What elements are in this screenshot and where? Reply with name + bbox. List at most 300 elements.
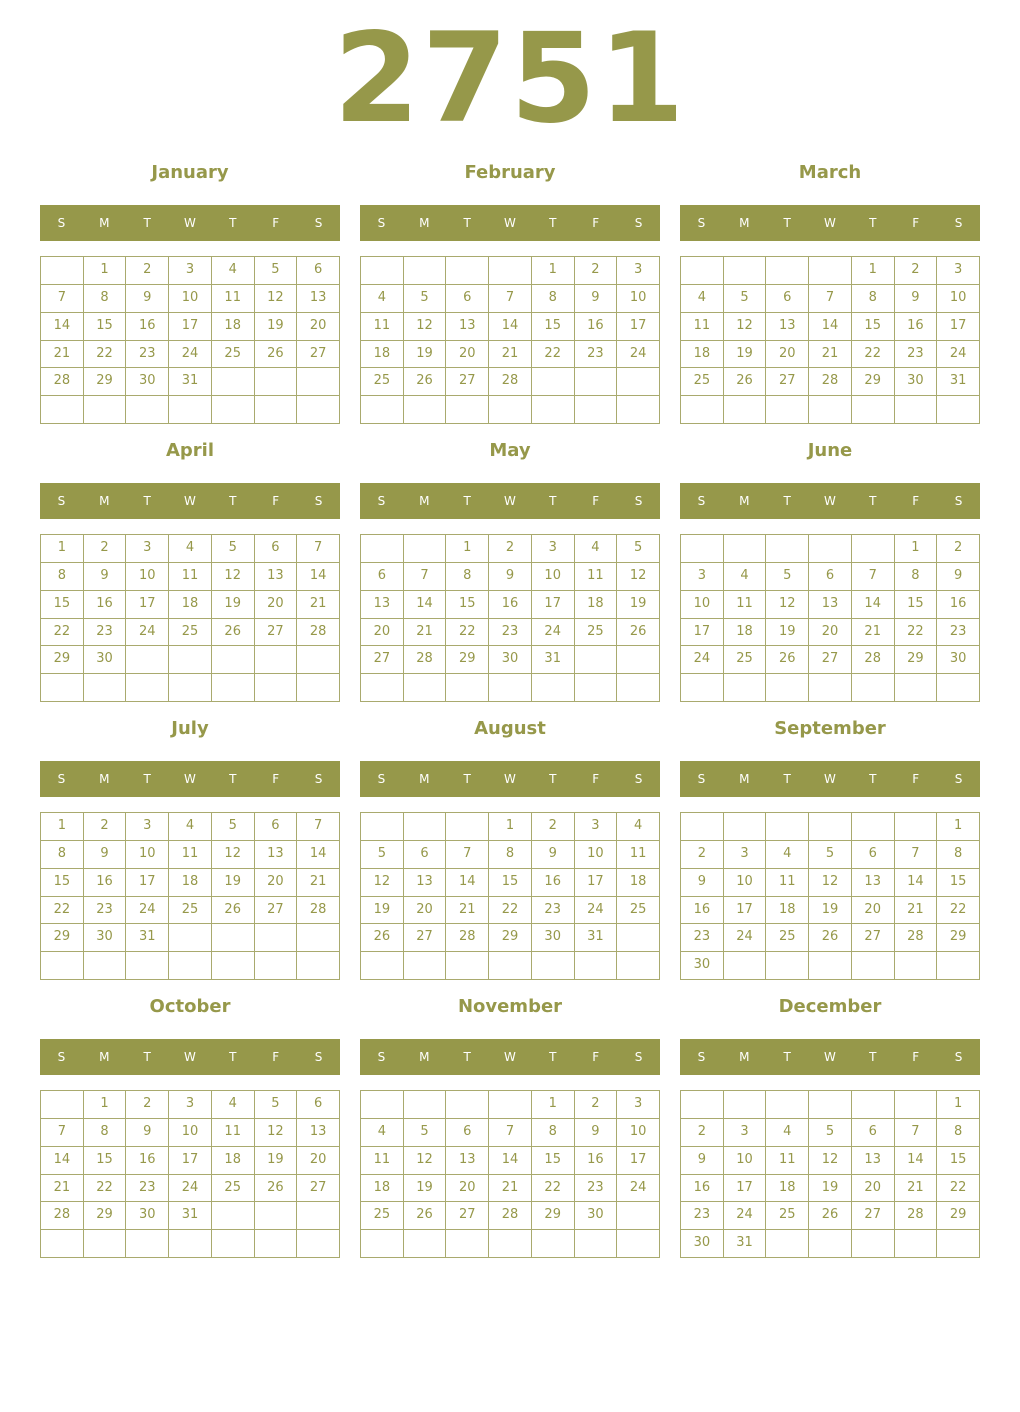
day-cell[interactable]: 7	[895, 1119, 938, 1147]
day-cell[interactable]: 15	[895, 591, 938, 619]
day-cell[interactable]: 21	[489, 1175, 532, 1203]
day-cell[interactable]: 2	[895, 257, 938, 285]
day-cell[interactable]: 2	[126, 257, 169, 285]
day-cell[interactable]: 12	[766, 591, 809, 619]
day-cell[interactable]: 23	[681, 924, 724, 952]
day-cell[interactable]: 1	[84, 257, 127, 285]
day-cell[interactable]: 30	[681, 1230, 724, 1258]
day-cell[interactable]: 10	[681, 591, 724, 619]
day-cell[interactable]: 29	[41, 646, 84, 674]
day-cell[interactable]: 14	[297, 563, 340, 591]
day-cell[interactable]: 6	[766, 285, 809, 313]
day-cell[interactable]: 27	[297, 1175, 340, 1203]
day-cell[interactable]: 6	[446, 285, 489, 313]
day-cell[interactable]: 22	[937, 1175, 980, 1203]
day-cell[interactable]: 8	[532, 1119, 575, 1147]
day-cell[interactable]: 4	[724, 563, 767, 591]
day-cell[interactable]: 25	[169, 619, 212, 647]
day-cell[interactable]: 25	[361, 368, 404, 396]
day-cell[interactable]: 27	[852, 1202, 895, 1230]
day-cell[interactable]: 25	[724, 646, 767, 674]
day-cell[interactable]: 2	[681, 841, 724, 869]
day-cell[interactable]: 28	[489, 1202, 532, 1230]
day-cell[interactable]: 8	[532, 285, 575, 313]
day-cell[interactable]: 14	[809, 313, 852, 341]
day-cell[interactable]: 23	[575, 1175, 618, 1203]
day-cell[interactable]: 16	[895, 313, 938, 341]
day-cell[interactable]: 17	[724, 1175, 767, 1203]
day-cell[interactable]: 6	[255, 535, 298, 563]
day-cell[interactable]: 13	[255, 841, 298, 869]
day-cell[interactable]: 25	[212, 341, 255, 369]
day-cell[interactable]: 30	[489, 646, 532, 674]
day-cell[interactable]: 3	[724, 1119, 767, 1147]
day-cell[interactable]: 13	[766, 313, 809, 341]
day-cell[interactable]: 27	[809, 646, 852, 674]
day-cell[interactable]: 25	[681, 368, 724, 396]
day-cell[interactable]: 8	[489, 841, 532, 869]
day-cell[interactable]: 24	[617, 1175, 660, 1203]
day-cell[interactable]: 29	[489, 924, 532, 952]
day-cell[interactable]: 4	[575, 535, 618, 563]
day-cell[interactable]: 23	[895, 341, 938, 369]
day-cell[interactable]: 17	[169, 313, 212, 341]
day-cell[interactable]: 24	[169, 1175, 212, 1203]
day-cell[interactable]: 21	[297, 869, 340, 897]
day-cell[interactable]: 14	[489, 1147, 532, 1175]
day-cell[interactable]: 8	[852, 285, 895, 313]
day-cell[interactable]: 18	[575, 591, 618, 619]
day-cell[interactable]: 6	[446, 1119, 489, 1147]
day-cell[interactable]: 24	[724, 924, 767, 952]
day-cell[interactable]: 23	[84, 619, 127, 647]
day-cell[interactable]: 16	[681, 1175, 724, 1203]
day-cell[interactable]: 24	[169, 341, 212, 369]
day-cell[interactable]: 7	[446, 841, 489, 869]
day-cell[interactable]: 21	[895, 897, 938, 925]
day-cell[interactable]: 17	[617, 313, 660, 341]
day-cell[interactable]: 8	[895, 563, 938, 591]
day-cell[interactable]: 3	[617, 1091, 660, 1119]
day-cell[interactable]: 5	[255, 1091, 298, 1119]
day-cell[interactable]: 29	[84, 1202, 127, 1230]
day-cell[interactable]: 26	[255, 341, 298, 369]
day-cell[interactable]: 12	[809, 869, 852, 897]
day-cell[interactable]: 20	[446, 1175, 489, 1203]
day-cell[interactable]: 7	[41, 1119, 84, 1147]
day-cell[interactable]: 20	[404, 897, 447, 925]
day-cell[interactable]: 11	[212, 285, 255, 313]
day-cell[interactable]: 26	[212, 897, 255, 925]
day-cell[interactable]: 12	[404, 1147, 447, 1175]
day-cell[interactable]: 22	[937, 897, 980, 925]
day-cell[interactable]: 13	[404, 869, 447, 897]
day-cell[interactable]: 19	[809, 1175, 852, 1203]
day-cell[interactable]: 14	[895, 1147, 938, 1175]
day-cell[interactable]: 3	[126, 813, 169, 841]
day-cell[interactable]: 15	[937, 1147, 980, 1175]
day-cell[interactable]: 23	[489, 619, 532, 647]
day-cell[interactable]: 14	[489, 313, 532, 341]
day-cell[interactable]: 17	[937, 313, 980, 341]
day-cell[interactable]: 15	[41, 869, 84, 897]
day-cell[interactable]: 4	[212, 257, 255, 285]
day-cell[interactable]: 2	[575, 257, 618, 285]
day-cell[interactable]: 15	[41, 591, 84, 619]
day-cell[interactable]: 6	[852, 1119, 895, 1147]
day-cell[interactable]: 9	[575, 1119, 618, 1147]
day-cell[interactable]: 6	[404, 841, 447, 869]
day-cell[interactable]: 7	[489, 1119, 532, 1147]
day-cell[interactable]: 12	[255, 285, 298, 313]
day-cell[interactable]: 22	[532, 1175, 575, 1203]
day-cell[interactable]: 6	[297, 1091, 340, 1119]
day-cell[interactable]: 9	[489, 563, 532, 591]
day-cell[interactable]: 19	[809, 897, 852, 925]
day-cell[interactable]: 11	[617, 841, 660, 869]
day-cell[interactable]: 17	[532, 591, 575, 619]
day-cell[interactable]: 18	[169, 869, 212, 897]
day-cell[interactable]: 5	[809, 841, 852, 869]
day-cell[interactable]: 18	[212, 313, 255, 341]
day-cell[interactable]: 10	[575, 841, 618, 869]
day-cell[interactable]: 20	[446, 341, 489, 369]
day-cell[interactable]: 4	[361, 285, 404, 313]
day-cell[interactable]: 16	[489, 591, 532, 619]
day-cell[interactable]: 16	[937, 591, 980, 619]
day-cell[interactable]: 28	[297, 897, 340, 925]
day-cell[interactable]: 23	[126, 341, 169, 369]
day-cell[interactable]: 18	[766, 1175, 809, 1203]
day-cell[interactable]: 27	[255, 897, 298, 925]
day-cell[interactable]: 6	[361, 563, 404, 591]
day-cell[interactable]: 3	[532, 535, 575, 563]
day-cell[interactable]: 22	[41, 897, 84, 925]
day-cell[interactable]: 31	[575, 924, 618, 952]
day-cell[interactable]: 11	[681, 313, 724, 341]
day-cell[interactable]: 15	[937, 869, 980, 897]
day-cell[interactable]: 16	[532, 869, 575, 897]
day-cell[interactable]: 1	[41, 535, 84, 563]
day-cell[interactable]: 20	[297, 313, 340, 341]
day-cell[interactable]: 4	[212, 1091, 255, 1119]
day-cell[interactable]: 15	[489, 869, 532, 897]
day-cell[interactable]: 6	[297, 257, 340, 285]
day-cell[interactable]: 3	[617, 257, 660, 285]
day-cell[interactable]: 27	[255, 619, 298, 647]
day-cell[interactable]: 12	[255, 1119, 298, 1147]
day-cell[interactable]: 15	[532, 1147, 575, 1175]
day-cell[interactable]: 16	[84, 869, 127, 897]
day-cell[interactable]: 2	[575, 1091, 618, 1119]
day-cell[interactable]: 30	[681, 952, 724, 980]
day-cell[interactable]: 1	[84, 1091, 127, 1119]
day-cell[interactable]: 6	[809, 563, 852, 591]
day-cell[interactable]: 9	[681, 869, 724, 897]
day-cell[interactable]: 1	[489, 813, 532, 841]
day-cell[interactable]: 31	[532, 646, 575, 674]
day-cell[interactable]: 13	[297, 1119, 340, 1147]
day-cell[interactable]: 4	[766, 841, 809, 869]
day-cell[interactable]: 28	[404, 646, 447, 674]
day-cell[interactable]: 31	[126, 924, 169, 952]
day-cell[interactable]: 28	[809, 368, 852, 396]
day-cell[interactable]: 9	[937, 563, 980, 591]
day-cell[interactable]: 16	[575, 313, 618, 341]
day-cell[interactable]: 12	[404, 313, 447, 341]
day-cell[interactable]: 13	[446, 313, 489, 341]
day-cell[interactable]: 28	[297, 619, 340, 647]
day-cell[interactable]: 25	[212, 1175, 255, 1203]
day-cell[interactable]: 10	[169, 285, 212, 313]
day-cell[interactable]: 23	[937, 619, 980, 647]
day-cell[interactable]: 8	[41, 563, 84, 591]
day-cell[interactable]: 11	[361, 1147, 404, 1175]
day-cell[interactable]: 13	[255, 563, 298, 591]
day-cell[interactable]: 26	[361, 924, 404, 952]
day-cell[interactable]: 30	[532, 924, 575, 952]
day-cell[interactable]: 10	[617, 1119, 660, 1147]
day-cell[interactable]: 5	[212, 813, 255, 841]
day-cell[interactable]: 19	[766, 619, 809, 647]
day-cell[interactable]: 20	[852, 897, 895, 925]
day-cell[interactable]: 30	[126, 1202, 169, 1230]
day-cell[interactable]: 23	[532, 897, 575, 925]
day-cell[interactable]: 2	[84, 813, 127, 841]
day-cell[interactable]: 5	[404, 1119, 447, 1147]
day-cell[interactable]: 28	[41, 368, 84, 396]
day-cell[interactable]: 20	[297, 1147, 340, 1175]
day-cell[interactable]: 2	[532, 813, 575, 841]
day-cell[interactable]: 22	[41, 619, 84, 647]
day-cell[interactable]: 30	[575, 1202, 618, 1230]
day-cell[interactable]: 21	[41, 1175, 84, 1203]
day-cell[interactable]: 3	[126, 535, 169, 563]
day-cell[interactable]: 14	[895, 869, 938, 897]
day-cell[interactable]: 13	[446, 1147, 489, 1175]
day-cell[interactable]: 31	[169, 368, 212, 396]
day-cell[interactable]: 26	[809, 1202, 852, 1230]
day-cell[interactable]: 5	[255, 257, 298, 285]
day-cell[interactable]: 2	[84, 535, 127, 563]
day-cell[interactable]: 26	[212, 619, 255, 647]
day-cell[interactable]: 18	[724, 619, 767, 647]
day-cell[interactable]: 3	[169, 257, 212, 285]
day-cell[interactable]: 29	[446, 646, 489, 674]
day-cell[interactable]: 12	[361, 869, 404, 897]
day-cell[interactable]: 11	[169, 563, 212, 591]
day-cell[interactable]: 22	[84, 341, 127, 369]
day-cell[interactable]: 20	[766, 341, 809, 369]
day-cell[interactable]: 8	[446, 563, 489, 591]
day-cell[interactable]: 20	[809, 619, 852, 647]
day-cell[interactable]: 6	[255, 813, 298, 841]
day-cell[interactable]: 19	[404, 1175, 447, 1203]
day-cell[interactable]: 18	[212, 1147, 255, 1175]
day-cell[interactable]: 5	[361, 841, 404, 869]
day-cell[interactable]: 8	[41, 841, 84, 869]
day-cell[interactable]: 21	[895, 1175, 938, 1203]
day-cell[interactable]: 9	[84, 563, 127, 591]
day-cell[interactable]: 7	[489, 285, 532, 313]
day-cell[interactable]: 26	[404, 1202, 447, 1230]
day-cell[interactable]: 29	[532, 1202, 575, 1230]
day-cell[interactable]: 17	[724, 897, 767, 925]
day-cell[interactable]: 26	[809, 924, 852, 952]
day-cell[interactable]: 24	[681, 646, 724, 674]
day-cell[interactable]: 19	[212, 869, 255, 897]
day-cell[interactable]: 24	[724, 1202, 767, 1230]
day-cell[interactable]: 3	[724, 841, 767, 869]
day-cell[interactable]: 18	[617, 869, 660, 897]
day-cell[interactable]: 1	[937, 1091, 980, 1119]
day-cell[interactable]: 7	[852, 563, 895, 591]
day-cell[interactable]: 21	[809, 341, 852, 369]
day-cell[interactable]: 12	[212, 841, 255, 869]
day-cell[interactable]: 13	[809, 591, 852, 619]
day-cell[interactable]: 11	[169, 841, 212, 869]
day-cell[interactable]: 16	[575, 1147, 618, 1175]
day-cell[interactable]: 24	[937, 341, 980, 369]
day-cell[interactable]: 5	[724, 285, 767, 313]
day-cell[interactable]: 3	[169, 1091, 212, 1119]
day-cell[interactable]: 25	[361, 1202, 404, 1230]
day-cell[interactable]: 10	[937, 285, 980, 313]
day-cell[interactable]: 19	[255, 313, 298, 341]
day-cell[interactable]: 24	[532, 619, 575, 647]
day-cell[interactable]: 17	[126, 869, 169, 897]
day-cell[interactable]: 30	[895, 368, 938, 396]
day-cell[interactable]: 25	[766, 924, 809, 952]
day-cell[interactable]: 3	[575, 813, 618, 841]
day-cell[interactable]: 10	[126, 841, 169, 869]
day-cell[interactable]: 21	[446, 897, 489, 925]
day-cell[interactable]: 19	[212, 591, 255, 619]
day-cell[interactable]: 26	[766, 646, 809, 674]
day-cell[interactable]: 28	[489, 368, 532, 396]
day-cell[interactable]: 18	[169, 591, 212, 619]
day-cell[interactable]: 7	[895, 841, 938, 869]
day-cell[interactable]: 1	[852, 257, 895, 285]
day-cell[interactable]: 5	[617, 535, 660, 563]
day-cell[interactable]: 4	[766, 1119, 809, 1147]
day-cell[interactable]: 29	[852, 368, 895, 396]
day-cell[interactable]: 23	[681, 1202, 724, 1230]
day-cell[interactable]: 31	[937, 368, 980, 396]
day-cell[interactable]: 27	[404, 924, 447, 952]
day-cell[interactable]: 11	[766, 1147, 809, 1175]
day-cell[interactable]: 14	[852, 591, 895, 619]
day-cell[interactable]: 22	[532, 341, 575, 369]
day-cell[interactable]: 28	[446, 924, 489, 952]
day-cell[interactable]: 10	[724, 1147, 767, 1175]
day-cell[interactable]: 27	[446, 1202, 489, 1230]
day-cell[interactable]: 29	[84, 368, 127, 396]
day-cell[interactable]: 3	[681, 563, 724, 591]
day-cell[interactable]: 1	[937, 813, 980, 841]
day-cell[interactable]: 1	[41, 813, 84, 841]
day-cell[interactable]: 1	[446, 535, 489, 563]
day-cell[interactable]: 28	[895, 1202, 938, 1230]
day-cell[interactable]: 1	[895, 535, 938, 563]
day-cell[interactable]: 11	[575, 563, 618, 591]
day-cell[interactable]: 10	[617, 285, 660, 313]
day-cell[interactable]: 30	[84, 924, 127, 952]
day-cell[interactable]: 6	[852, 841, 895, 869]
day-cell[interactable]: 27	[766, 368, 809, 396]
day-cell[interactable]: 26	[617, 619, 660, 647]
day-cell[interactable]: 25	[169, 897, 212, 925]
day-cell[interactable]: 18	[361, 341, 404, 369]
day-cell[interactable]: 5	[766, 563, 809, 591]
day-cell[interactable]: 2	[937, 535, 980, 563]
day-cell[interactable]: 12	[212, 563, 255, 591]
day-cell[interactable]: 23	[575, 341, 618, 369]
day-cell[interactable]: 12	[617, 563, 660, 591]
day-cell[interactable]: 9	[532, 841, 575, 869]
day-cell[interactable]: 22	[489, 897, 532, 925]
day-cell[interactable]: 21	[297, 591, 340, 619]
day-cell[interactable]: 27	[852, 924, 895, 952]
day-cell[interactable]: 1	[532, 257, 575, 285]
day-cell[interactable]: 7	[297, 535, 340, 563]
day-cell[interactable]: 7	[41, 285, 84, 313]
day-cell[interactable]: 1	[532, 1091, 575, 1119]
day-cell[interactable]: 7	[809, 285, 852, 313]
day-cell[interactable]: 28	[895, 924, 938, 952]
day-cell[interactable]: 4	[681, 285, 724, 313]
day-cell[interactable]: 2	[489, 535, 532, 563]
day-cell[interactable]: 14	[404, 591, 447, 619]
day-cell[interactable]: 2	[681, 1119, 724, 1147]
day-cell[interactable]: 27	[297, 341, 340, 369]
day-cell[interactable]: 8	[937, 1119, 980, 1147]
day-cell[interactable]: 12	[809, 1147, 852, 1175]
day-cell[interactable]: 8	[84, 1119, 127, 1147]
day-cell[interactable]: 28	[852, 646, 895, 674]
day-cell[interactable]: 28	[41, 1202, 84, 1230]
day-cell[interactable]: 21	[404, 619, 447, 647]
day-cell[interactable]: 27	[361, 646, 404, 674]
day-cell[interactable]: 17	[617, 1147, 660, 1175]
day-cell[interactable]: 22	[895, 619, 938, 647]
day-cell[interactable]: 11	[361, 313, 404, 341]
day-cell[interactable]: 24	[575, 897, 618, 925]
day-cell[interactable]: 5	[212, 535, 255, 563]
day-cell[interactable]: 23	[84, 897, 127, 925]
day-cell[interactable]: 26	[404, 368, 447, 396]
day-cell[interactable]: 19	[361, 897, 404, 925]
day-cell[interactable]: 2	[126, 1091, 169, 1119]
day-cell[interactable]: 24	[126, 619, 169, 647]
day-cell[interactable]: 13	[852, 1147, 895, 1175]
day-cell[interactable]: 4	[169, 813, 212, 841]
day-cell[interactable]: 15	[84, 1147, 127, 1175]
day-cell[interactable]: 9	[575, 285, 618, 313]
day-cell[interactable]: 15	[446, 591, 489, 619]
day-cell[interactable]: 22	[84, 1175, 127, 1203]
day-cell[interactable]: 15	[852, 313, 895, 341]
day-cell[interactable]: 22	[852, 341, 895, 369]
day-cell[interactable]: 30	[126, 368, 169, 396]
day-cell[interactable]: 12	[724, 313, 767, 341]
day-cell[interactable]: 16	[126, 1147, 169, 1175]
day-cell[interactable]: 13	[361, 591, 404, 619]
day-cell[interactable]: 23	[126, 1175, 169, 1203]
day-cell[interactable]: 14	[446, 869, 489, 897]
day-cell[interactable]: 10	[532, 563, 575, 591]
day-cell[interactable]: 20	[255, 869, 298, 897]
